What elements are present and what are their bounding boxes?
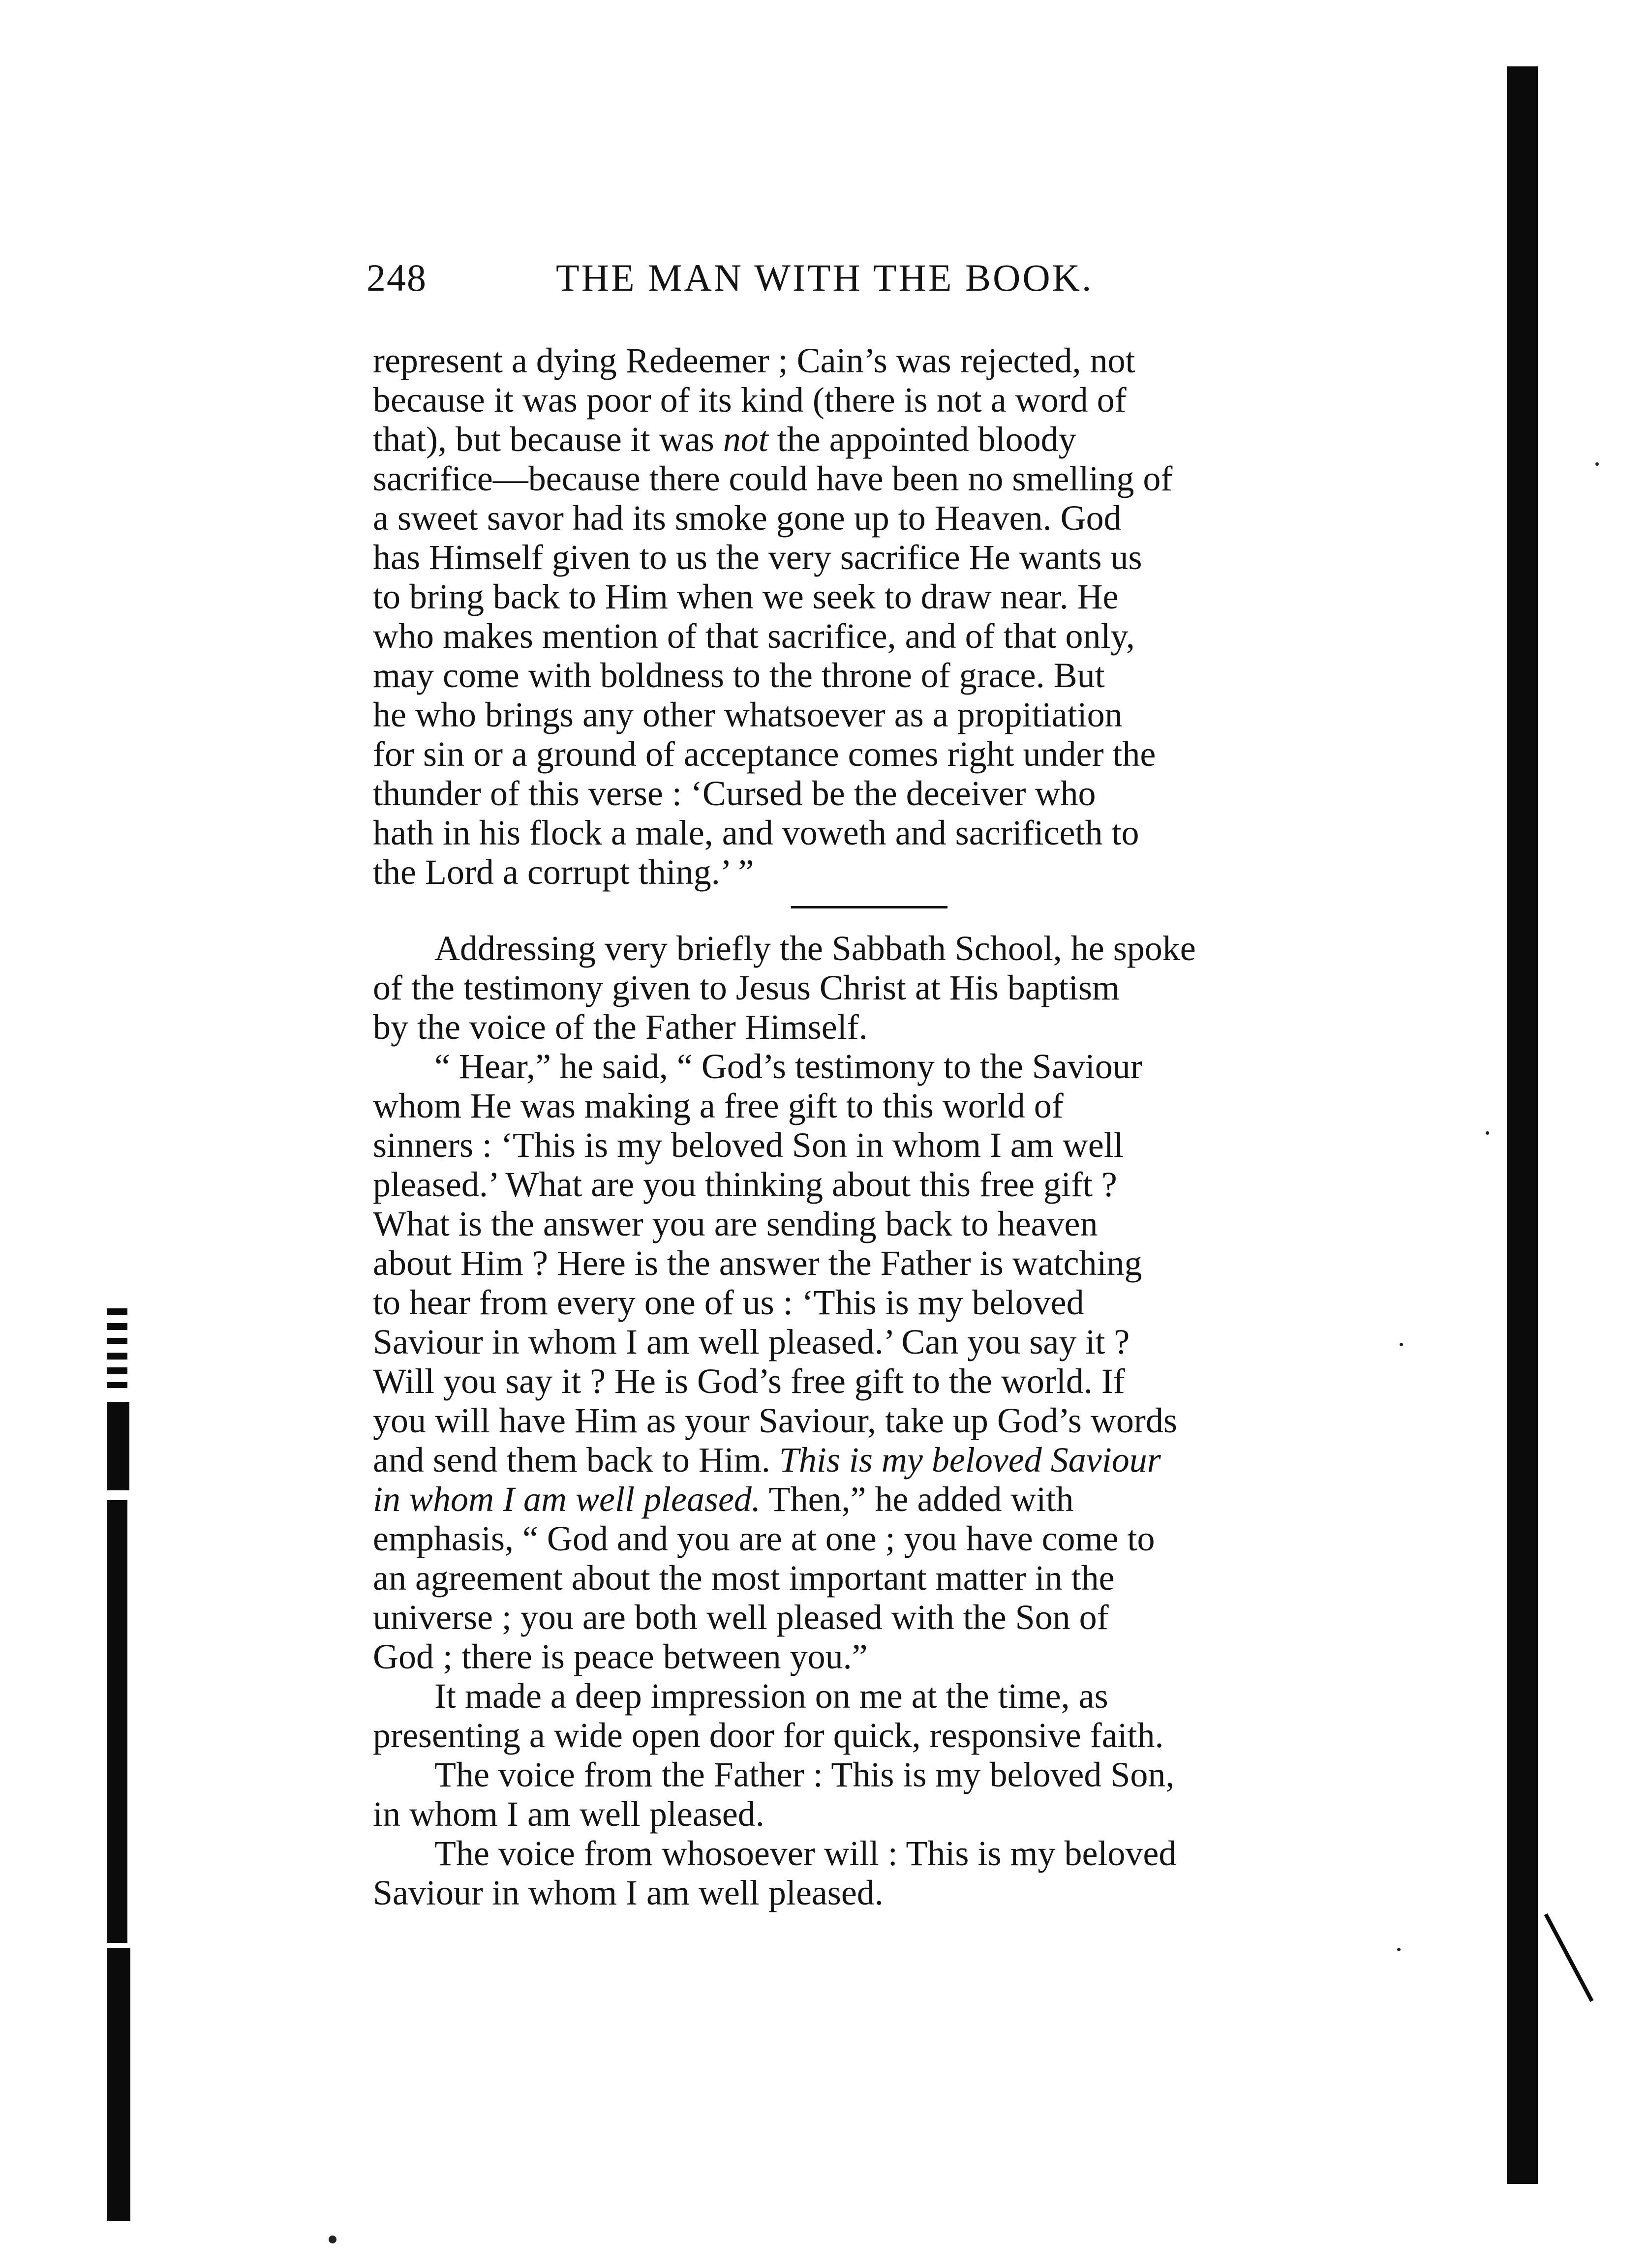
scan-mark — [1544, 1913, 1594, 2002]
paragraph — [373, 1676, 1367, 1755]
text-line: you will have Him as your Saviour, take up God’s words — [373, 1401, 1177, 1440]
text-line: who makes mention of that sacrifice, and of that only, — [373, 616, 1135, 656]
text-line: an agreement about the most important matter in the — [373, 1558, 1115, 1598]
text-line — [373, 420, 1357, 459]
paragraph — [373, 1834, 1367, 1912]
text-line: the Lord a corrupt thing.’ ” — [373, 852, 754, 892]
scan-edge-bar — [1507, 66, 1538, 2184]
scan-speck — [1397, 1948, 1401, 1951]
text-line — [373, 1480, 1367, 1519]
text-line: by the voice of the Father Himself. — [373, 1007, 868, 1047]
text-run: Then,” he added with — [760, 1480, 1074, 1519]
text-line: may come with boldness to the throne of grace. But — [373, 656, 1105, 695]
text-line: The voice from the Father : This is my beloved Son, — [434, 1755, 1175, 1794]
text-run: that), but because it was — [373, 420, 723, 459]
italic-text: This is my beloved Saviour — [779, 1440, 1161, 1480]
scan-speck — [1595, 462, 1599, 466]
page-header — [366, 256, 1183, 305]
italic-text: in whom I am well pleased. — [373, 1480, 761, 1519]
text-line: whom He was making a free gift to this world of — [373, 1086, 1064, 1125]
scan-speck — [1486, 1131, 1489, 1135]
text-line: sinners : ‘This is my beloved Son in whom I am well — [373, 1125, 1124, 1165]
text-line: of the testimony given to Jesus Christ at His baptism — [373, 968, 1120, 1007]
text-line: Saviour in whom I am well pleased. — [373, 1873, 884, 1912]
page-number: 248 — [366, 256, 427, 299]
section-divider — [791, 906, 947, 908]
text-line: about Him ? Here is the answer the Father is watching — [373, 1243, 1142, 1283]
text-line: to hear from every one of us : ‘This is my beloved — [373, 1283, 1084, 1322]
text-line: Saviour in whom I am well pleased.’ Can you say it ? — [373, 1322, 1130, 1361]
text-line: Addressing very briefly the Sabbath School, he spoke — [434, 929, 1196, 968]
text-run: and send them back to Him. — [373, 1440, 779, 1480]
text-line: God ; there is peace between you.” — [373, 1637, 868, 1676]
text-line — [373, 1440, 1367, 1480]
text-line: sacrifice—because there could have been no smelling of — [373, 459, 1173, 498]
text-line: It made a deep impression on me at the time, as — [434, 1676, 1108, 1716]
body-section-1 — [373, 341, 1357, 892]
paragraph — [373, 1047, 1367, 1676]
text-line: has Himself given to us the very sacrifice He wants us — [373, 538, 1142, 577]
paragraph — [373, 929, 1367, 1047]
text-line: “ Hear,” he said, “ God’s testimony to the Saviour — [434, 1047, 1142, 1086]
italic-text: not — [723, 420, 768, 459]
paragraph — [373, 341, 1357, 892]
text-run: the appointed bloody — [768, 420, 1076, 459]
text-line: because it was poor of its kind (there is not a word of — [373, 380, 1127, 420]
text-line: universe ; you are both well pleased with the Son of — [373, 1598, 1109, 1637]
body-section-2 — [373, 929, 1367, 1912]
text-line: to bring back to Him when we seek to draw near. He — [373, 577, 1119, 616]
text-line: in whom I am well pleased. — [373, 1794, 764, 1834]
scan-speck — [1400, 1343, 1403, 1346]
text-line: pleased.’ What are you thinking about this free gift ? — [373, 1165, 1117, 1204]
running-title: THE MAN WITH THE BOOK. — [556, 256, 1094, 299]
text-line: The voice from whosoever will : This is my beloved — [434, 1834, 1177, 1873]
text-line: thunder of this verse : ‘Cursed be the deceiver who — [373, 774, 1096, 813]
text-line: hath in his flock a male, and voweth and sacrificeth to — [373, 813, 1139, 852]
text-line: Will you say it ? He is God’s free gift to the world. If — [373, 1361, 1125, 1401]
text-line: represent a dying Redeemer ; Cain’s was rejected, not — [373, 341, 1135, 380]
text-line: emphasis, “ God and you are at one ; you have come to — [373, 1519, 1155, 1558]
scan-speck — [329, 2236, 336, 2243]
text-line: he who brings any other whatsoever as a propitiation — [373, 695, 1123, 734]
text-line: What is the answer you are sending back to heaven — [373, 1204, 1098, 1243]
text-line: presenting a wide open door for quick, responsive faith. — [373, 1716, 1164, 1755]
text-line: for sin or a ground of acceptance comes right under the — [373, 734, 1156, 774]
text-line: a sweet savor had its smoke gone up to Heaven. God — [373, 498, 1122, 538]
paragraph — [373, 1755, 1367, 1834]
scan-binding-strip — [101, 1308, 130, 2221]
